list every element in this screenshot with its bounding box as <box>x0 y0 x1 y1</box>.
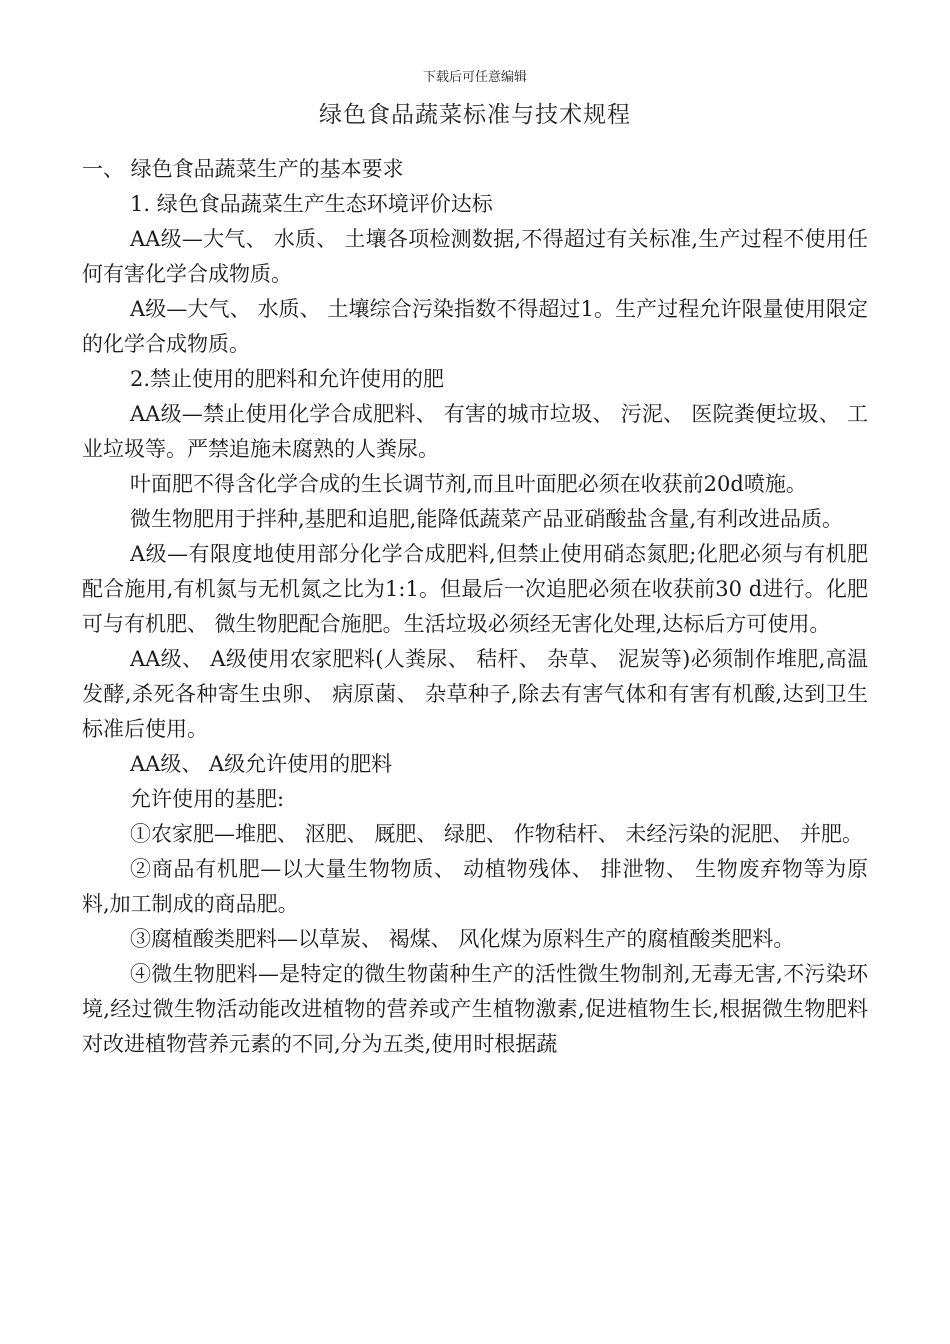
list-item-microbial: ④微生物肥料—是特定的微生物菌种生产的活性微生物制剂,无毒无害,不污染环境,经过微生物活动能改进植物的营养或产生植物激素,促进植物生长,根据微生物肥料对改进植物营养元素的不同,分为五类,使用时根据蔬 <box>82 962 868 1056</box>
subsection-2-heading: 2.禁止使用的肥料和允许使用的肥 <box>130 367 445 391</box>
a-grade-environment-paragraph: A级—大气、 水质、 土壤综合污染指数不得超过1。生产过程允许限量使用限定的化学合成物质。 <box>82 297 868 356</box>
farm-manure-composting-paragraph: AA级、 A级使用农家肥料(人粪尿、 秸杆、 杂草、 泥炭等)必须制作堆肥,高温发酵,杀死各种寄生虫卵、 病原菌、 杂草种子,除去有害气体和有害有机酸,达到卫生标准后使用。 <box>82 647 868 741</box>
list-item-organic-fertilizer: ②商品有机肥—以大量生物物质、 动植物残体、 排泄物、 生物废弃物等为原料,加工制成的商品肥。 <box>82 857 868 916</box>
document-body <box>82 152 868 1062</box>
aa-grade-environment-paragraph: AA级—大气、 水质、 土壤各项检测数据,不得超过有关标准,生产过程不使用任何有害化学合成物质。 <box>82 227 868 286</box>
microbial-fertilizer-use-paragraph: 微生物肥用于拌种,基肥和追肥,能降低蔬菜产品亚硝酸盐含量,有利改进品质。 <box>130 507 844 531</box>
list-item-humic-acid: ③腐植酸类肥料—以草炭、 褐煤、 风化煤为原料生产的腐植酸类肥料。 <box>130 927 795 951</box>
subsection-1-heading: 1. 绿色食品蔬菜生产生态环境评价达标 <box>130 192 493 216</box>
header-note: 下载后可任意编辑 <box>422 70 527 85</box>
section-1-heading: 一、 绿色食品蔬菜生产的基本要求 <box>82 157 404 181</box>
list-item-farm-manure: ①农家肥—堆肥、 沤肥、 厩肥、 绿肥、 作物秸杆、 未经污染的泥肥、 并肥。 <box>130 822 864 846</box>
foliar-fertilizer-paragraph: 叶面肥不得含化学合成的生长调节剂,而且叶面肥必须在收获前20d喷施。 <box>130 472 807 496</box>
document-title: 绿色食品蔬菜标准与技术规程 <box>319 102 631 128</box>
aa-grade-prohibited-paragraph: AA级—禁止使用化学合成肥料、 有害的城市垃圾、 污泥、 医院粪便垃圾、 工业垃圾等。严禁追施未腐熟的人粪尿。 <box>82 402 868 461</box>
a-grade-limited-use-paragraph: A级—有限度地使用部分化学合成肥料,但禁止使用硝态氮肥;化肥必须与有机肥配合施用,有机氮与无机氮之比为1:1。但最后一次追肥必须在收获前30 d进行。化肥可与有机肥、 微生物肥配合施肥。生活垃圾必须经无害化处理,达标后方可使用。 <box>82 542 868 636</box>
allowed-fertilizers-heading: AA级、 A级允许使用的肥料 <box>130 752 393 776</box>
allowed-base-fertilizers-label: 允许使用的基肥: <box>130 787 285 811</box>
